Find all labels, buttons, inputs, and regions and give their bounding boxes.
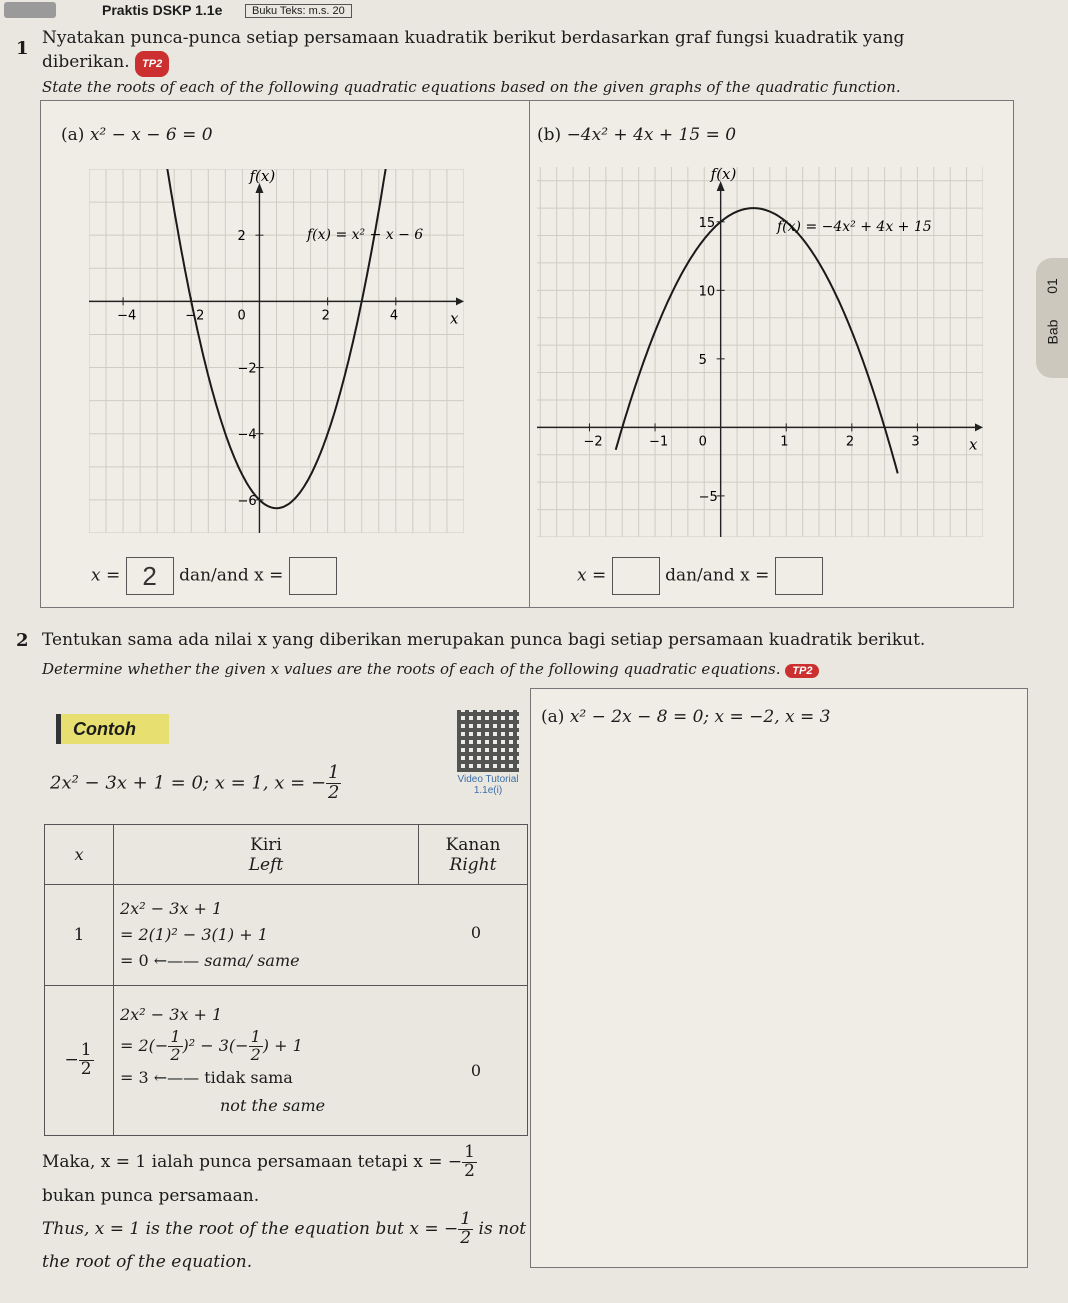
- header-icon: [4, 2, 56, 18]
- q1b-heading: (b) −4x² + 4x + 15 = 0: [537, 125, 737, 145]
- header-title: Praktis DSKP 1.1e: [102, 2, 223, 18]
- q2-malay: Tentukan sama ada nilai x yang diberikan merupakan punca bagi setiap persamaan kuadratik berikut.: [42, 630, 926, 650]
- q2a-heading: (a) x² − 2x − 8 = 0; x = −2, x = 3: [541, 707, 831, 727]
- row1-left: 2x² − 3x + 1 = 2(1)² − 3(1) + 1 = 0 ←—— sama/ same 0: [114, 885, 528, 985]
- x-tick-label: 2: [845, 434, 855, 450]
- chapter-side-tab: [1036, 258, 1068, 378]
- q2-example-panel: [40, 688, 530, 1283]
- col-right-header: Kanan Right: [419, 825, 528, 885]
- q1b-answer: x = dan/and x =: [577, 557, 823, 595]
- q2-tp-badge: TP2: [785, 664, 819, 678]
- y-tick-label: 2: [237, 229, 246, 245]
- y-tick-label: −2: [237, 361, 257, 377]
- y-tick-label: 0: [237, 308, 246, 324]
- x-axis-arrow: [975, 423, 983, 431]
- q2a-panel: [530, 688, 1028, 1268]
- x-axis-label: x: [450, 309, 459, 328]
- chapter-word: Bab: [1044, 319, 1061, 345]
- q1b-answer-box-2[interactable]: [775, 557, 823, 595]
- q1-divider: [529, 101, 530, 607]
- y-tick-label: 10: [698, 284, 716, 300]
- q1b-answer-box-1[interactable]: [612, 557, 660, 595]
- y-tick-label: 0: [698, 434, 707, 450]
- x-tick-label: −4: [117, 308, 137, 324]
- conclusion: Maka, x = 1 ialah punca persamaan tetapi x = − $\frac{1}{2}$ bukan punca persamaan. Thus, x = 1 is the root of the equation but x = − $\frac{1}{2}$ is not the root of the equation.: [42, 1142, 527, 1273]
- row2-right: 0: [470, 1060, 482, 1080]
- col-x-header: x: [45, 825, 114, 885]
- y-tick-label: −4: [237, 427, 257, 443]
- y-tick-label: 5: [698, 352, 707, 368]
- row1-right: 0: [470, 922, 482, 942]
- function-curve: [150, 169, 395, 508]
- chart-a: [89, 169, 464, 533]
- x-tick-label: 2: [321, 308, 330, 324]
- y-axis-label: f(x): [249, 169, 276, 185]
- q1a-heading: (a) x² − x − 6 = 0: [61, 125, 213, 145]
- y-tick-label: −6: [237, 493, 257, 509]
- video-tutorial-label: Video Tutorial 1.1e(i): [457, 774, 519, 796]
- row2-left: 2x² − 3x + 1 = 2(− $\frac{1}{2}$ )² − 3(− $\frac{1}{2}$ ) + 1 = 3 ←—— tidak sama not the same 0: [114, 985, 528, 1136]
- q2-number: 2: [16, 630, 29, 651]
- x-tick-label: −1: [649, 434, 669, 450]
- x-axis-arrow: [456, 297, 464, 305]
- row2-x: − $\frac{1}{2}$: [45, 985, 114, 1136]
- header-bar: [0, 0, 380, 22]
- chapter-number: 01: [1043, 278, 1060, 294]
- y-axis-label: f(x): [710, 167, 737, 183]
- y-tick-label: 15: [698, 215, 716, 231]
- function-label: f(x) = −4x² + 4x + 15: [777, 219, 932, 235]
- q2-english: Determine whether the given x values are the roots of each of the following quadratic equations. TP2: [42, 660, 819, 678]
- chart-b: [537, 167, 983, 537]
- x-tick-label: −2: [583, 434, 603, 450]
- x-tick-label: 1: [780, 434, 789, 450]
- x-tick-label: 3: [911, 434, 920, 450]
- function-label: f(x) = x² − x − 6: [307, 227, 424, 243]
- header-ref: Buku Teks: m.s. 20: [245, 4, 352, 18]
- contoh-label: Contoh: [56, 714, 169, 744]
- x-axis-label: x: [969, 435, 978, 454]
- q1-tp-badge: TP2: [135, 51, 169, 77]
- q1-malay: Nyatakan punca-punca setiap persamaan kuadratik berikut berdasarkan graf fungsi kuadratik yang diberikan. TP2: [42, 26, 982, 77]
- q1-panel: [40, 100, 1014, 608]
- q1-english: State the roots of each of the following quadratic equations based on the given graphs of the quadratic function.: [42, 78, 901, 96]
- y-tick-label: −5: [698, 489, 718, 505]
- x-tick-label: 4: [389, 308, 399, 324]
- example-table: [44, 824, 528, 1136]
- qr-code[interactable]: [457, 710, 519, 772]
- example-equation: 2x² − 3x + 1 = 0; x = 1, x = − $\frac{1}{2}$: [50, 762, 340, 803]
- q1-number: 1: [16, 38, 29, 59]
- q1a-answer-box-2[interactable]: [289, 557, 337, 595]
- x-tick-label: −2: [185, 308, 205, 324]
- q1a-answer-box-1[interactable]: 2: [126, 557, 174, 595]
- q1a-answer: x = 2 dan/and x =: [91, 557, 337, 595]
- col-left-header: Kiri Left: [114, 825, 419, 885]
- row1-x: 1: [45, 885, 114, 985]
